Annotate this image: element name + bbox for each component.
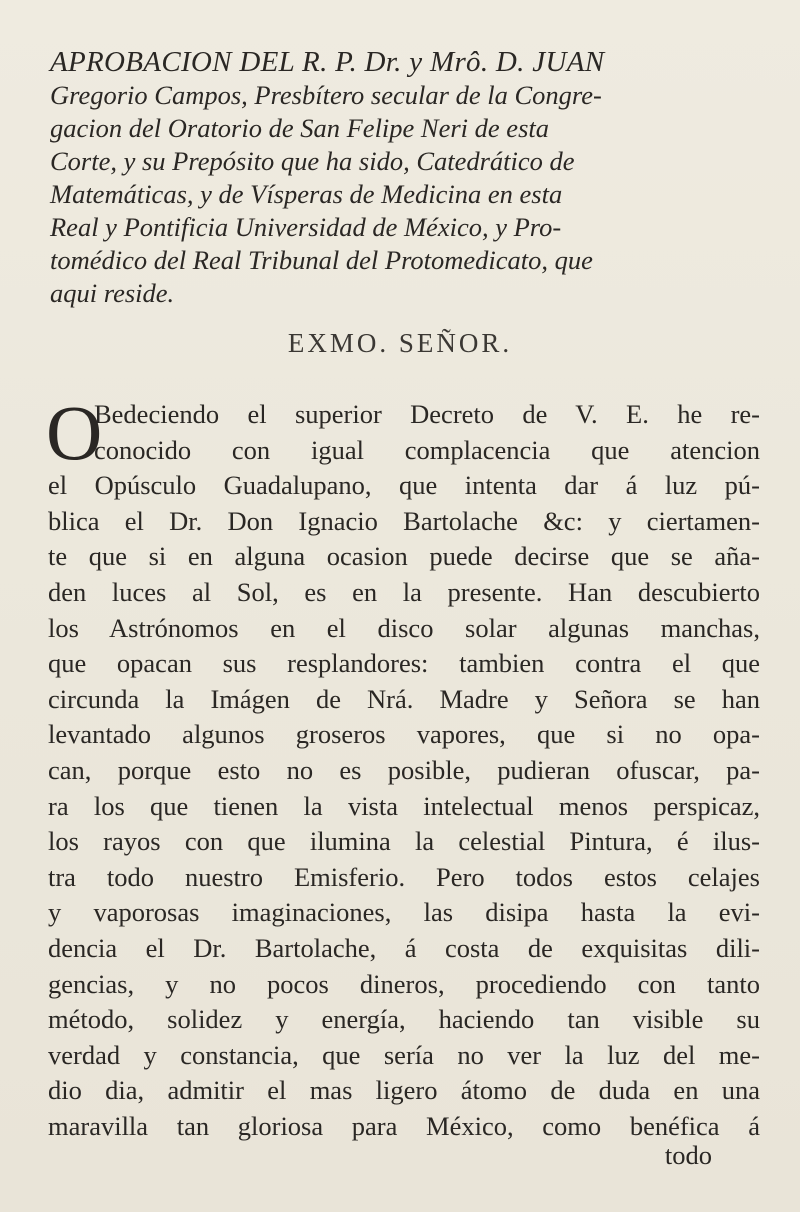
approval-heading <box>50 46 765 310</box>
heading-line: tomédico del Real Tribunal del Protomedicato, que <box>50 245 593 275</box>
body-line: tra todo nuestro Emisferio. Pero todos estos celajes <box>48 861 760 892</box>
body-line: los Astrónomos en el disco solar algunas manchas, <box>48 612 760 643</box>
body-line: can, porque esto no es posible, pudieran ofuscar, pa- <box>48 754 760 785</box>
body-line: maravilla tan gloriosa para México, como benéfica á <box>48 1110 760 1141</box>
body-line: que opacan sus resplandores: tambien contra el que <box>48 648 760 679</box>
body-line: método, solidez y energía, haciendo tan visible su <box>48 1004 760 1035</box>
drop-cap: O <box>46 389 103 476</box>
heading-line: aqui reside. <box>50 278 175 308</box>
body-line: den luces al Sol, es en la presente. Han descubierto <box>48 576 760 607</box>
body-line: ra los que tienen la vista intelectual menos perspicaz, <box>48 790 760 821</box>
heading-line: Matemáticas, y de Vísperas de Medicina en esta <box>50 179 563 209</box>
body-line: y vaporosas imaginaciones, las disipa hasta la evi- <box>48 897 760 928</box>
heading-line: Corte, y su Prepósito que ha sido, Catedrático de <box>50 146 575 176</box>
body-line: te que si en alguna ocasion puede decirse que se aña- <box>48 541 760 572</box>
body-line: los rayos con que ilumina la celestial Pintura, é ilus- <box>48 826 760 857</box>
heading-line: gacion del Oratorio de San Felipe Neri de esta <box>50 113 549 143</box>
body-line: levantado algunos groseros vapores, que si no opa- <box>48 719 760 750</box>
body-line: dio dia, admitir el mas ligero átomo de duda en una <box>48 1075 760 1106</box>
body-line: gencias, y no pocos dineros, procediendo con tanto <box>48 968 760 999</box>
catchword: todo <box>664 1140 712 1170</box>
body-line: Bedeciendo el superior Decreto de V. E. he re- <box>94 399 760 429</box>
body-line: conocido con igual complacencia que atencion <box>94 434 760 465</box>
heading-line: Gregorio Campos, Presbítero secular de la Congre- <box>50 80 602 110</box>
body-line: dencia el Dr. Bartolache, á costa de exquisitas dili- <box>48 932 760 963</box>
salutation: EXMO. SEÑOR. <box>287 328 513 358</box>
body-line: blica el Dr. Don Ignacio Bartolache &c: y ciertamen- <box>48 505 760 536</box>
body-line: el Opúsculo Guadalupano, que intenta dar á luz pú- <box>48 470 760 501</box>
heading-line: APROBACION DEL R. P. Dr. y Mrô. D. JUAN <box>50 46 605 78</box>
heading-line: Real y Pontificia Universidad de México, y Pro- <box>50 212 562 242</box>
body-line: verdad y constancia, que sería no ver la luz del me- <box>48 1039 760 1070</box>
body-line: circunda la Imágen de Nrá. Madre y Señora se han <box>48 683 760 714</box>
body-text <box>46 389 760 1144</box>
